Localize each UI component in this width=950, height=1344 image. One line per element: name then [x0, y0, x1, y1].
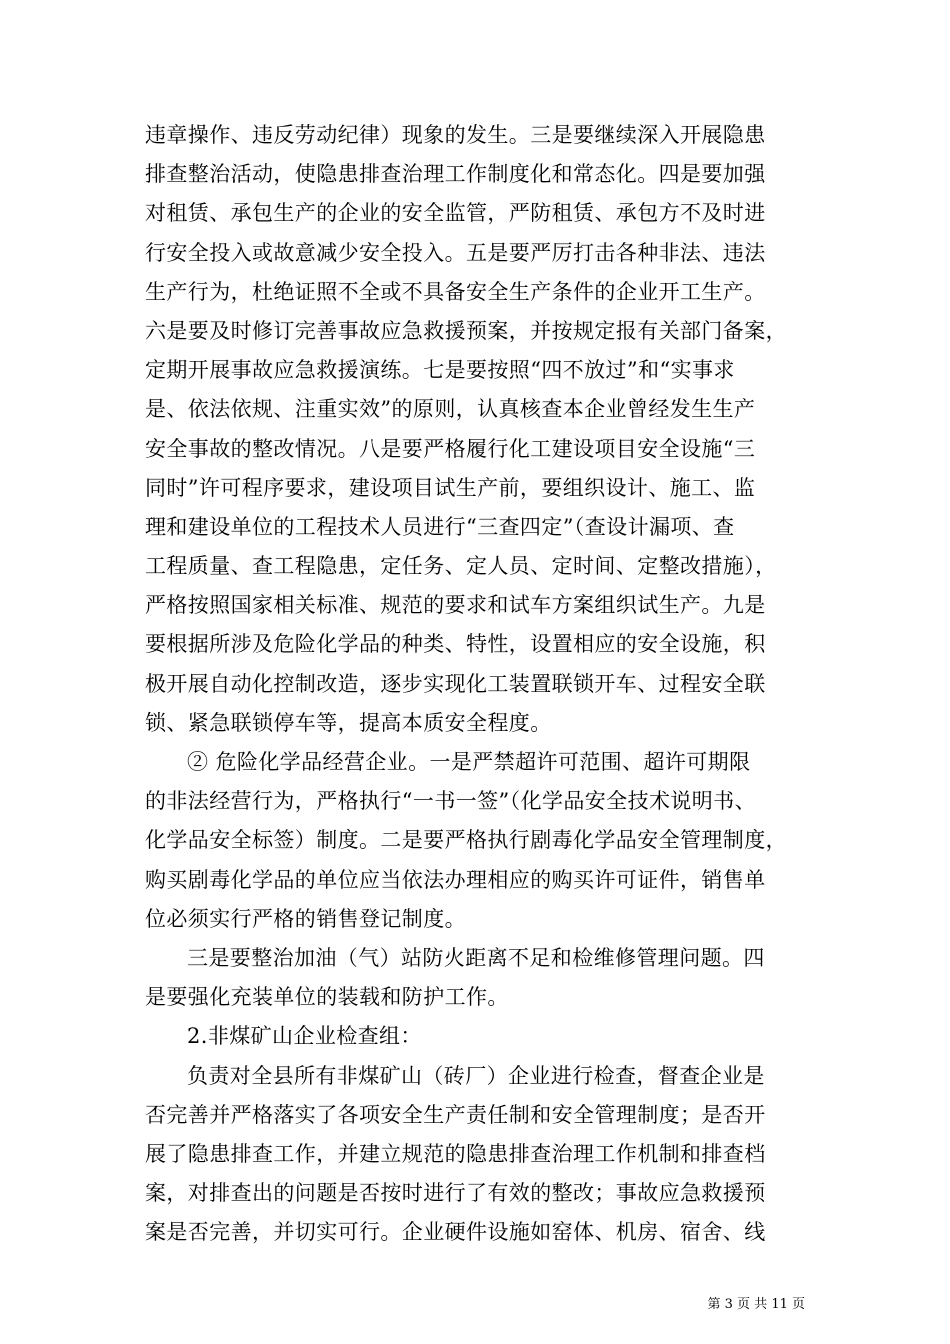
paragraph-start-line: ② 危险化学品经营企业。一是严禁超许可范围、超许可期限: [187, 750, 751, 774]
text-line: 违章操作、违反劳动纪律）现象的发生。三是要继续深入开展隐患: [145, 123, 766, 147]
text-line: 购买剧毒化学品的单位应当依法办理相应的购买许可证件，销售单: [145, 867, 766, 892]
text-line: 工程质量、查工程隐患，定任务、定人员、定时间、定整改措施），: [145, 554, 777, 579]
text-line: 的非法经营行为，严格执行“一书一签”（化学品安全技术说明书、: [145, 789, 756, 814]
text-line: 理和建设单位的工程技术人员进行“三查四定”（查设计漏项、查: [145, 514, 735, 539]
body-text: [145, 116, 810, 1252]
text-line: 是、依法依规、注重实效”的原则，认真核查本企业曾经发生生产: [145, 397, 756, 422]
text-line: 位必须实行严格的销售登记制度。: [145, 906, 466, 931]
text-line: 安全事故的整改情况。八是要严格履行化工建设项目安全设施“三: [145, 436, 756, 461]
section-heading: 2.非煤矿山企业检查组：: [187, 1024, 422, 1049]
text-line: 锁、紧急联锁停车等，提高本质安全程度。: [145, 710, 552, 735]
paragraph-start-line: 三是要整治加油（气）站防火距离不足和检维修管理问题。四: [187, 945, 765, 970]
text-line: 是要强化充装单位的装载和防护工作。: [145, 985, 509, 1010]
text-line: 展了隐患排查工作，并建立规范的隐患排查治理工作机制和排查档: [145, 1141, 766, 1166]
text-line: 案，对排查出的问题是否按时进行了有效的整改；事故应急救援预: [145, 1181, 766, 1206]
text-line: 严格按照国家相关标准、规范的要求和试车方案组织试生产。九是: [145, 593, 766, 618]
text-line: 定期开展事故应急救援演练。七是要按照“四不放过”和“实事求: [145, 358, 735, 383]
text-line: 案是否完善，并切实可行。企业硬件设施如窑体、机房、宿舍、线: [145, 1220, 766, 1245]
text-line: 要根据所涉及危险化学品的种类、特性，设置相应的安全设施，积: [145, 632, 766, 657]
text-line: 行安全投入或故意减少安全投入。五是要严厉打击各种非法、违法: [145, 240, 766, 265]
text-line: 同时”许可程序要求，建设项目试生产前，要组织设计、施工、监: [145, 475, 756, 500]
text-line: 六是要及时修订完善事故应急救援预案，并按规定报有关部门备案，: [145, 318, 787, 343]
text-line: 对租赁、承包生产的企业的安全监管，严防租赁、承包方不及时进: [145, 201, 766, 226]
page-number-footer: 第 3 页 共 11 页: [707, 1297, 805, 1312]
paragraph-start-line: 负责对全县所有非煤矿山（砖厂）企业进行检查，督查企业是: [187, 1063, 765, 1088]
text-line: 化学品安全标签）制度。二是要严格执行剧毒化学品安全管理制度，: [145, 828, 787, 853]
text-line: 极开展自动化控制改造，逐步实现化工装置联锁开车、过程安全联: [145, 671, 766, 696]
text-line: 排查整治活动，使隐患排查治理工作制度化和常态化。四是要加强: [145, 162, 766, 187]
text-line: 生产行为，杜绝证照不全或不具备安全生产条件的企业开工生产。: [145, 279, 766, 304]
text-line: 否完善并严格落实了各项安全生产责任制和安全管理制度；是否开: [145, 1102, 766, 1127]
